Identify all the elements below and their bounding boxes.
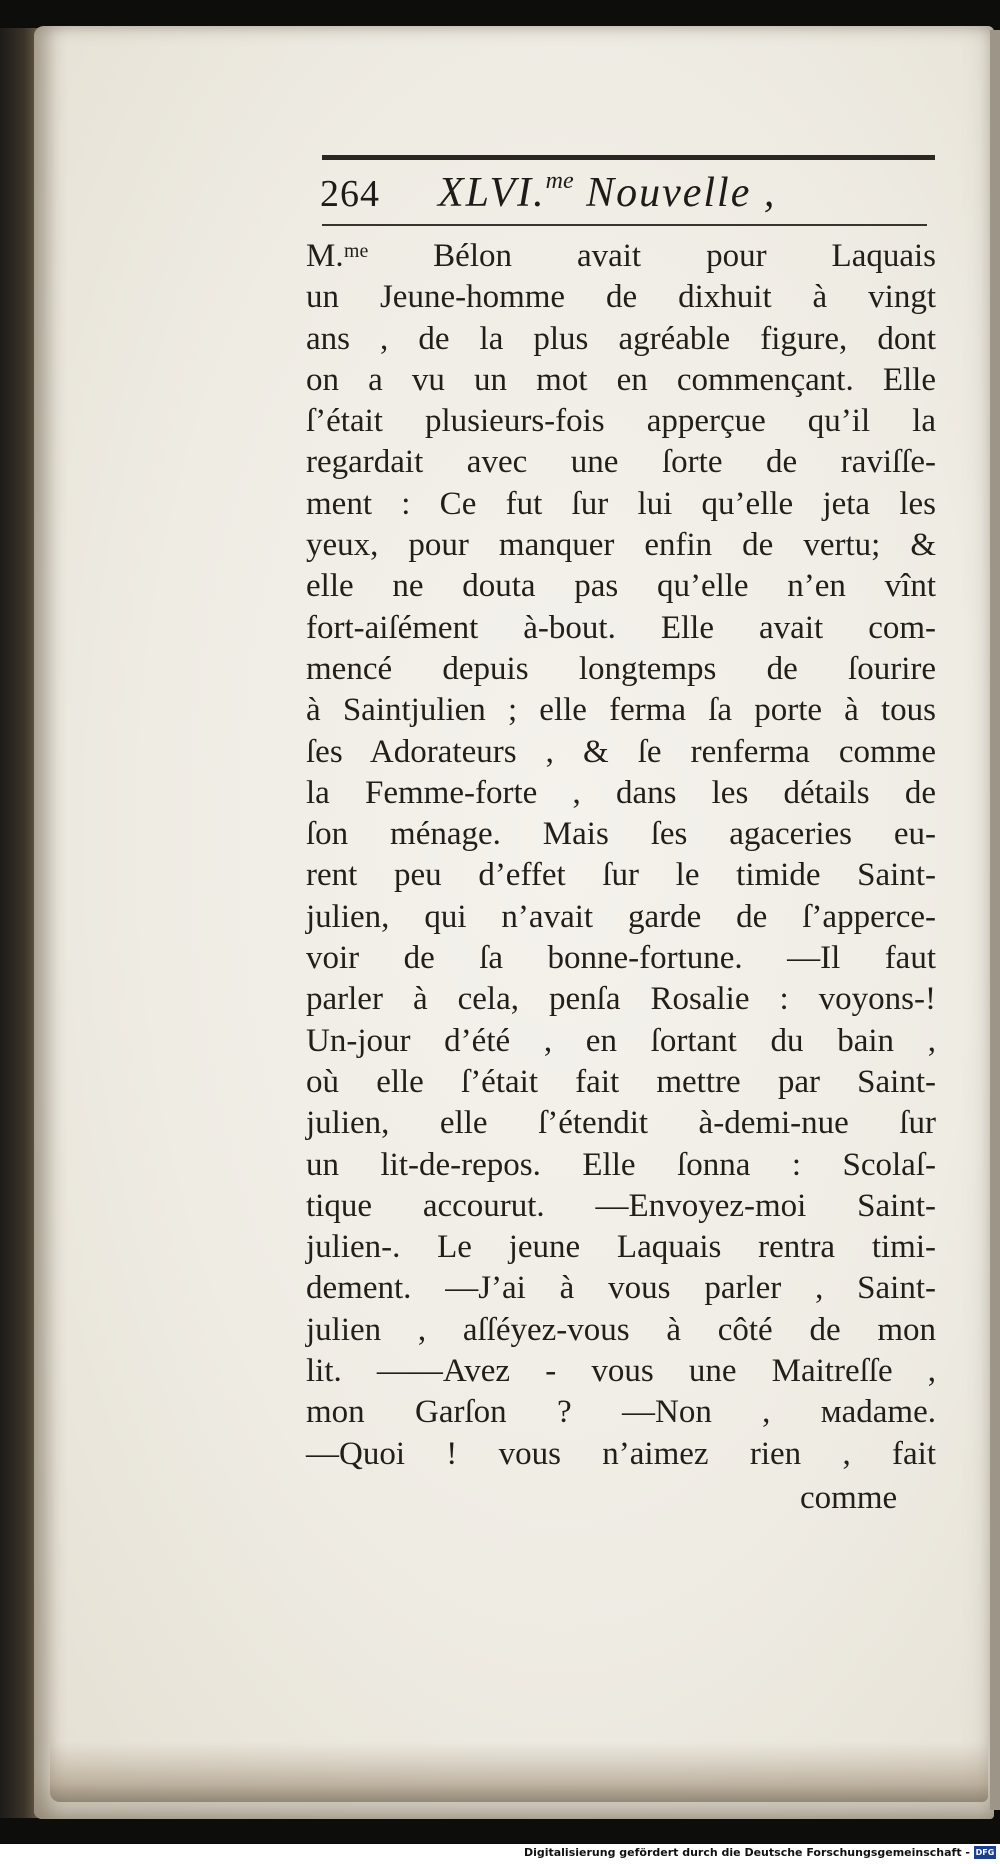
dfg-logo: DFG [975, 1848, 995, 1857]
header-rule-top [322, 155, 935, 160]
text-line: voir de ſa bonne-fortune. —Il faut [306, 940, 936, 977]
text-line: à Saintjulien ; elle ferma ſa porte à tous [306, 692, 936, 729]
text-line: rent peu d’effet ſur le timide Saint- [306, 857, 936, 894]
text-line: ſ’était plusieurs-fois apperçue qu’il la [306, 403, 936, 440]
chapter-title-word: Nouvelle , [586, 170, 777, 216]
text-line: parler à cela, penſa Rosalie : voyons-! [306, 981, 936, 1018]
funding-credit: Digitalisierung gefördert durch die Deutsche Forschungsgemeinschaft - [523, 1846, 970, 1859]
text-line: julien, elle ſ’étendit à-demi-nue ſur [306, 1105, 936, 1142]
text-line: un lit-de-repos. Elle ſonna : Scolaſ- [306, 1146, 936, 1183]
body-text [306, 236, 936, 1475]
text-line: où elle ſ’était fait mettre par Saint- [306, 1063, 936, 1100]
text-line: elle ne douta pas qu’elle n’en vînt [306, 568, 936, 605]
text-line: regardait avec une ſorte de raviſſe- [306, 444, 936, 481]
chapter-roman-numeral: XLVI. [438, 170, 546, 216]
text-line: dement. —J’ai à vous parler , Saint- [306, 1270, 936, 1307]
text-line: un Jeune-homme de dixhuit à vingt [306, 279, 936, 316]
header-rule-bottom [322, 224, 927, 226]
text-line: julien, qui n’avait garde de ſ’apperce- [306, 898, 936, 935]
text-line: julien , aſſéyez-vous à côté de mon [306, 1311, 936, 1348]
text-line: —Quoi ! vous n’aimez rien , fait [306, 1435, 936, 1472]
text-line: ſes Adorateurs , & ſe renferma comme [306, 733, 936, 770]
text-line: ment : Ce fut ſur lui qu’elle jeta les [306, 485, 936, 522]
chapter-ordinal-suffix: me [545, 168, 574, 194]
text-line: M.ᵐᵉ Bélon avait pour Laquais [306, 238, 936, 274]
text-line: lit. ——Avez - vous une Maitreſſe , [306, 1353, 936, 1390]
page-bottom-wear [50, 1742, 988, 1802]
text-line: ſon ménage. Mais ſes agaceries eu- [306, 816, 936, 853]
catchword: comme [800, 1480, 898, 1516]
page-number: 264 [320, 173, 380, 215]
text-line: on a vu un mot en commençant. Elle [306, 361, 936, 398]
chapter-title [438, 168, 776, 217]
text-line: mencé depuis longtemps de ſourire [306, 650, 936, 687]
text-line: la Femme-forte , dans les détails de [306, 774, 936, 811]
text-line: fort-aiſément à-bout. Elle avait com- [306, 609, 936, 646]
running-head [320, 168, 940, 224]
text-line: mon Garſon ? —Non , ᴍadame. [306, 1394, 936, 1431]
text-line: tique accourut. —Envoyez-moi Saint- [306, 1187, 936, 1224]
page-right-edge [990, 30, 1000, 1810]
text-line: yeux, pour manquer enfin de vertu; & [306, 527, 936, 564]
text-line: ans , de la plus agréable figure, dont [306, 320, 936, 357]
text-line: Un-jour d’été , en ſortant du bain , [306, 1022, 936, 1059]
text-line: julien-. Le jeune Laquais rentra timi- [306, 1229, 936, 1266]
